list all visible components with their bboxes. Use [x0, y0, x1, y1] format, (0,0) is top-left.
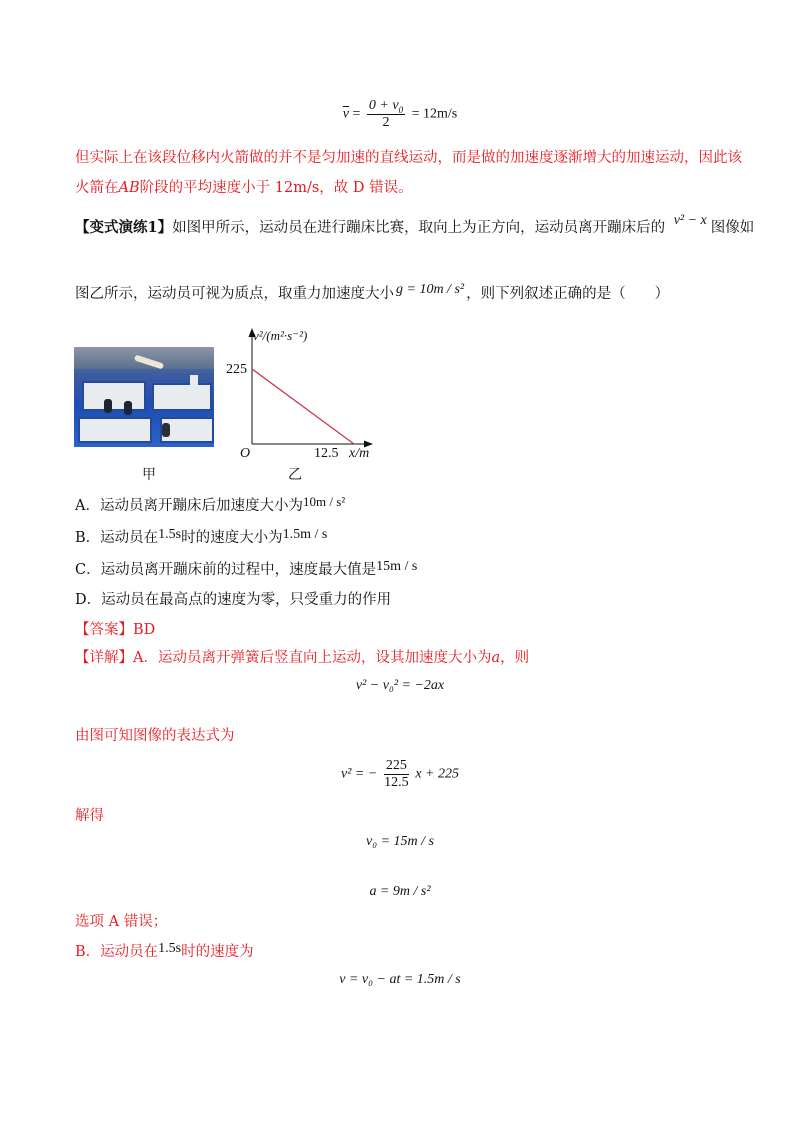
- problem-text-b: 图像如: [710, 220, 755, 236]
- eq2-den: 12.5: [384, 775, 409, 790]
- problem-text-c: 图乙所示，运动员可视为质点，取重力加速度大小: [75, 286, 394, 302]
- problem-line2: [75, 284, 669, 305]
- explain-label: 【详解】: [75, 650, 133, 666]
- problem-text-a: 如图甲所示，运动员在进行蹦床比赛，取向上为正方向，运动员离开蹦床后的: [172, 220, 666, 236]
- eq2-rhs: x + 225: [415, 766, 459, 782]
- explain-eq5: v = v₀ − at = 1.5m / s: [339, 972, 461, 987]
- option-d: [75, 590, 391, 610]
- photo-caption: 甲: [142, 467, 156, 483]
- eq-num-sub: 0: [398, 104, 404, 115]
- eq-rhs: = 12m/s: [411, 106, 458, 122]
- option-c-value: 15m / s: [376, 559, 418, 574]
- equation-average-velocity: $\overline{v}$ = $\frac{0 + v_0}{2}$ = 12m/s: [342, 98, 458, 130]
- eq-den: 2: [382, 115, 390, 130]
- option-a-value: 10m / s²: [302, 494, 346, 509]
- answer-label: 【答案】: [75, 622, 133, 638]
- explain-line1-end: ，则: [500, 650, 530, 666]
- option-c-text: C．运动员离开蹦床前的过程中，速度最大值是: [75, 562, 377, 578]
- problem-g: g = 10m / s²: [396, 282, 465, 297]
- option-a: [75, 496, 345, 516]
- trampoline-photo: [74, 347, 214, 447]
- red-line2-post: 阶段的平均速度小于 12m/s，故 D 错误。: [139, 180, 413, 196]
- eq-num: 0 + v: [368, 98, 399, 113]
- explain-text5-post: 时的速度为: [181, 944, 254, 960]
- problem-text-d: ，则下列叙述正确的是（ ）: [466, 286, 670, 302]
- problem-vx: v² − x: [673, 213, 707, 228]
- red-paragraph-line1: 但实际上在该段位移内火箭做的并不是匀加速的直线运动，而是做的加速度逐渐增大的加速运动，因此该: [75, 150, 742, 166]
- answer: [75, 620, 155, 640]
- option-b-text2: 时的速度大小为: [181, 530, 283, 546]
- explain-text5-pre: B．运动员在: [75, 944, 159, 960]
- explain-text5-time: 1.5s: [158, 941, 182, 956]
- explain-text4: 选项 A 错误；: [75, 914, 168, 930]
- explain-text3: 解得: [75, 808, 104, 824]
- eq-lhs: $\overline{v}$: [342, 106, 349, 122]
- option-b-value: 1.5m / s: [282, 527, 328, 542]
- explain-eq2: [0, 758, 800, 798]
- explain-eq4: a = 9m / s²: [369, 884, 431, 899]
- explain-text5: [75, 942, 254, 963]
- eq2-lhs: v² = −: [341, 766, 378, 782]
- x-axis-label: x/m: [349, 446, 370, 461]
- explain-eq3: v₀ = 15m / s: [366, 834, 434, 849]
- red-line2-ab: AB: [118, 180, 140, 196]
- answer-value: BD: [133, 622, 156, 638]
- problem-label: 【变式演练1】: [75, 219, 173, 236]
- explain-text2: 由图可知图像的表达式为: [75, 728, 235, 744]
- option-b-text: B．运动员在: [75, 530, 159, 546]
- option-b: [75, 528, 327, 549]
- explain-line1: [75, 648, 529, 668]
- eq-fraction: [367, 98, 405, 131]
- problem-line1: [75, 213, 755, 239]
- option-a-text: A．运动员离开蹦床后加速度大小为: [75, 498, 303, 514]
- option-b-time: 1.5s: [158, 527, 182, 542]
- graph-caption: 乙: [288, 467, 302, 483]
- option-c: [75, 560, 417, 581]
- eq2-fraction: [384, 758, 409, 791]
- explain-line1-text: A．运动员离开弹簧后竖直向上运动，设其加速度大小为: [133, 650, 492, 666]
- option-d-text: D．运动员在最高点的速度为零，只受重力的作用: [75, 592, 392, 608]
- red-line2-pre: 火箭在: [75, 180, 119, 196]
- red-paragraph-line2: [75, 178, 413, 198]
- data-line-series: [252, 369, 354, 444]
- explain-a: a: [491, 650, 501, 666]
- origin-label: O: [240, 446, 251, 461]
- y-axis-label: v²/(m²·s⁻²): [253, 328, 308, 343]
- eq2-num: 225: [385, 758, 407, 773]
- x-tick-12-5: 12.5: [314, 446, 339, 461]
- y-tick-225: 225: [226, 362, 247, 377]
- explain-eq1: v² − v₀² = −2ax: [355, 678, 445, 693]
